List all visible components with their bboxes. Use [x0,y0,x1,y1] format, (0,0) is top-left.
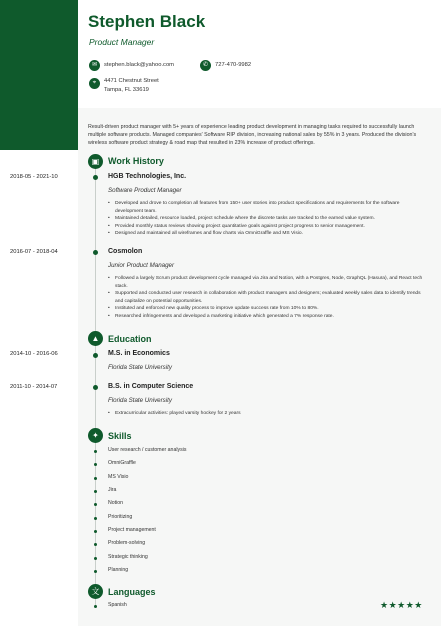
lightbulb-icon: ✦ [88,428,103,443]
skill-item: Project management [108,527,156,533]
skill-item: User research / customer analysis [108,447,187,453]
candidate-role: Product Manager [89,37,155,47]
job-company: HGB Technologies, Inc. [108,173,187,180]
address-line1: 4471 Chestnut Street [104,78,159,84]
skill-item: OmniGraffle [108,460,136,466]
language-name: Spanish [108,602,127,608]
job-bullets [108,200,428,238]
job-bullet: • Instituted and enforced new quality process to improve update success rate from 10% to 80%. [108,305,428,313]
briefcase-icon: ▣ [88,154,103,169]
education-degree: B.S. in Computer Science [108,383,194,390]
section-title-languages: Languages [108,587,156,597]
job-title: Software Product Manager [108,187,182,194]
job-bullet: • Developed and drove to completion all features from 150+ user stories into product specifications and requirements for the software development team. [108,200,428,215]
envelope-icon: ✉ [89,60,100,71]
skill-item: Planning [108,567,129,573]
job-bullet: • Researched infringements and developed a marketing initiative which generated a 7% response rate. [108,313,428,321]
job-bullet: • Maintained detailed, resource loaded, project schedule where the discrete tasks are tracked to the earned value system. [108,215,428,223]
job-bullet: • Followed a largely Scrum product development cycle managed via Jira and Notion, with a Postgres, Node, GraphQL (Hasura), and React tech stack. [108,275,428,290]
job-bullets [108,275,428,321]
skill-dot [94,490,97,493]
skill-dot [94,517,97,520]
skill-item: Problem-solving [108,540,146,546]
skill-dot [94,543,97,546]
education-school: Florida State University [108,364,172,371]
candidate-name: Stephen Black [88,12,206,31]
language-icon: 文 [88,584,103,599]
section-title-education: Education [108,334,152,344]
skill-item: Prioritizing [108,514,133,520]
phone-icon: ✆ [200,60,211,71]
skill-dot [94,530,97,533]
skill-item: Notion [108,500,123,506]
timeline-line [95,160,96,606]
education-dates: 2014-10 - 2016-06 [10,351,58,357]
address-line2: Tampa, FL 33619 [104,87,149,93]
job-dates: 2018-05 - 2021-10 [10,174,58,180]
skill-item: Strategic thinking [108,554,148,560]
location-pin-icon: ⌖ [89,78,100,89]
job-company: Cosmolon [108,248,143,255]
education-school: Florida State University [108,397,172,404]
section-title-work-history: Work History [108,156,164,166]
skill-dot [94,477,97,480]
education-dates: 2011-10 - 2014-07 [10,384,58,390]
skill-dot [94,557,97,560]
skill-item: Jira [108,487,117,493]
skill-dot [94,605,97,608]
phone-text: 727-470-9982 [215,62,252,68]
skill-dot [94,570,97,573]
job-title: Junior Product Manager [108,262,175,269]
skill-dot [94,503,97,506]
email-text: stephen.black@yahoo.com [104,62,175,68]
job-bullet: • Supported and conducted user research in collaboration with product managers and designers; evaluated weekly sales data to identify trends and capitalize on potential opportunities. [108,290,428,305]
job-dates: 2016-07 - 2018-04 [10,249,58,255]
language-rating-stars: ★★★★★ [380,600,423,610]
timeline-dot [93,250,98,255]
timeline-dot [93,353,98,358]
graduation-cap-icon: ▲ [88,331,103,346]
education-degree: M.S. in Economics [108,350,170,357]
professional-summary: Result-driven product manager with 5+ years of experience leading product development in managing tasks required to successfully launch multiple software products. Managed companies' Software RIP division, increasing national sales by 55% in 3 years. Produced the division's wireless software product strategy & road map that resulted in 23% increase of product offerings. [88,124,417,146]
section-title-skills: Skills [108,431,132,441]
timeline-dot [93,385,98,390]
skill-dot [94,450,97,453]
skill-item: MS Visio [108,474,129,480]
education-bullets [108,410,428,418]
timeline-dot [93,175,98,180]
education-bullet: • Extracurricular activities: played varsity hockey for 2 years [108,410,428,418]
skill-dot [94,463,97,466]
job-bullet: • Designed and maintained all wireframes and flow charts via OmniGraffle and MS Visio. [108,230,428,238]
job-bullet: • Provided monthly status reviews showing project quantitative goals against project progress to senior management. [108,223,428,231]
